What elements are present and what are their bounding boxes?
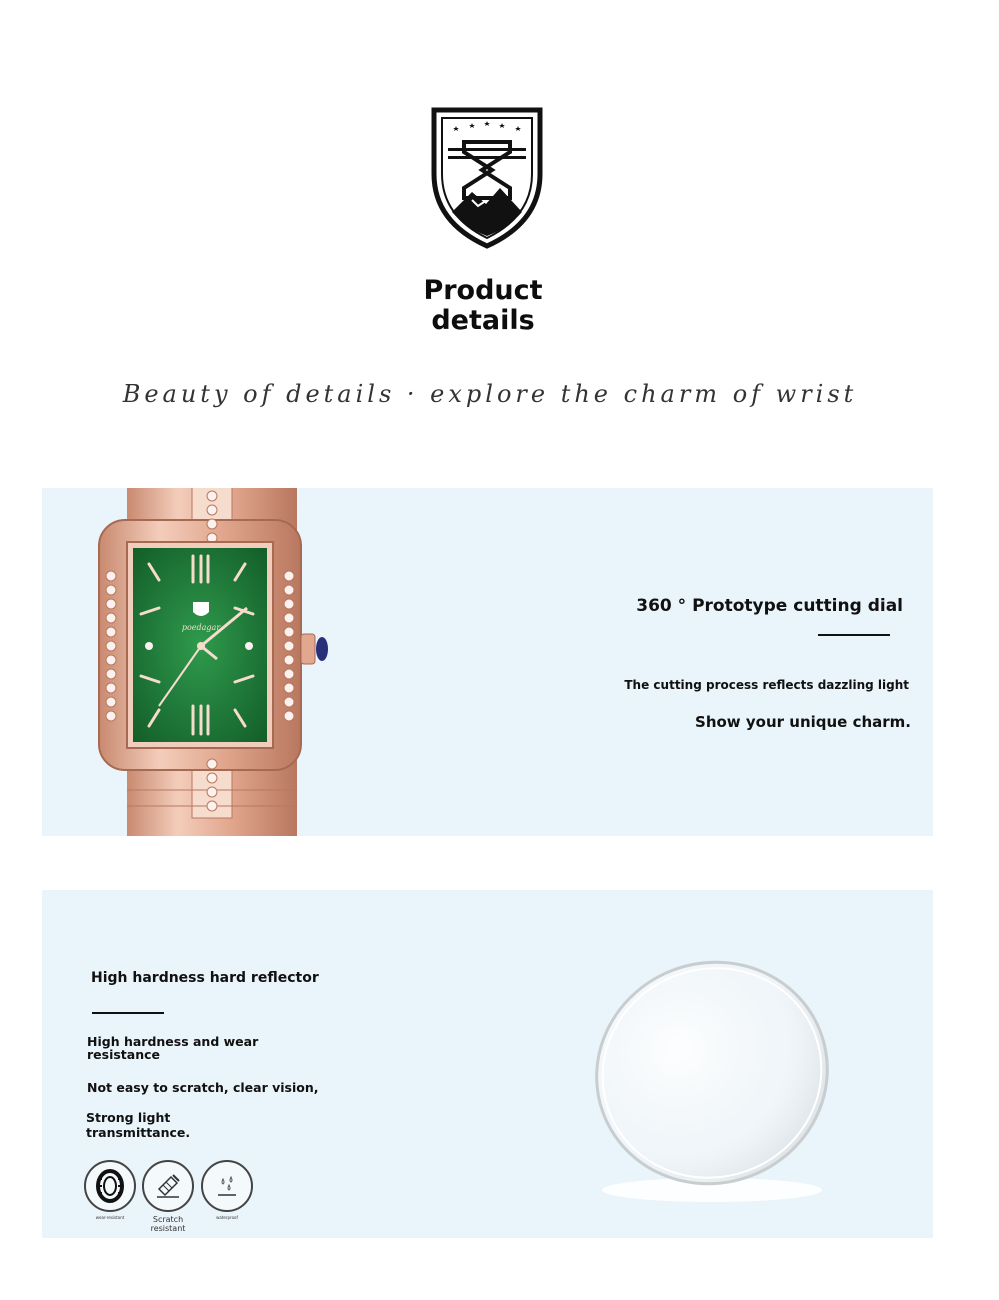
reflector-line-3: Strong light transmittance. — [86, 1110, 191, 1140]
reflector-feature-panel — [42, 890, 933, 1238]
feature-label: waterproof — [216, 1215, 238, 1220]
page-title — [383, 276, 583, 336]
feature-label: wear-resistant — [95, 1215, 125, 1220]
dial-line-1: The cutting process reflects dazzling light — [624, 678, 909, 692]
dial-heading-underline — [818, 634, 890, 636]
brand-logo — [428, 104, 546, 250]
shield-logo-icon — [428, 104, 546, 250]
tagline: Beauty of details · explore the charm of wrist — [122, 380, 858, 408]
feature-wear-resistant — [80, 1160, 140, 1220]
wear-resistant-icon — [93, 1169, 127, 1203]
feature-scratch-resistant — [138, 1160, 198, 1233]
feature-label: Scratch resistant — [150, 1215, 186, 1233]
page-title-line1: Product — [423, 275, 543, 306]
watch-image — [97, 488, 337, 836]
feature-waterproof — [197, 1160, 257, 1220]
dial-line-2: Show your unique charm. — [695, 713, 911, 731]
crystal-lens-image — [582, 945, 842, 1205]
reflector-heading: High hardness hard reflector — [91, 970, 319, 986]
reflector-line-1: High hardness and wear resistance — [87, 1034, 259, 1062]
dial-heading: 360 ° Prototype cutting dial — [636, 596, 903, 616]
reflector-heading-underline — [92, 1012, 164, 1014]
waterproof-icon — [210, 1169, 244, 1203]
dial-feature-panel — [42, 488, 933, 836]
reflector-line-2: Not easy to scratch, clear vision, — [87, 1080, 319, 1095]
scratch-resistant-icon — [151, 1169, 185, 1203]
watch-brand-text: poedagar — [181, 623, 221, 632]
page-title-line2: details — [431, 305, 535, 336]
